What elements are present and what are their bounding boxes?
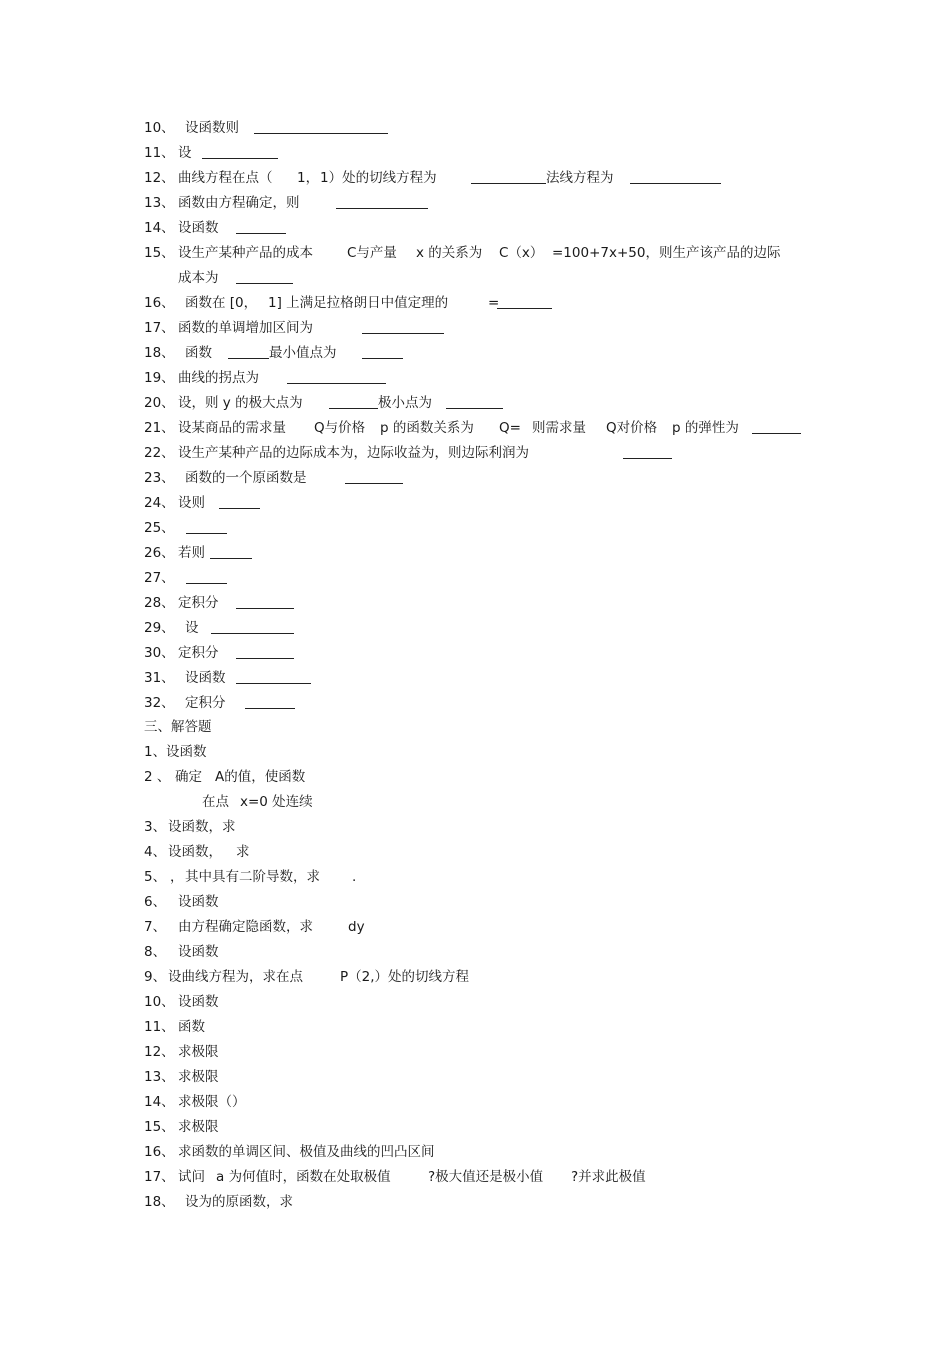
item-text: 设曲线方程为，求在点 bbox=[168, 969, 303, 985]
answer-item-12 bbox=[144, 1042, 219, 1062]
answer-blank bbox=[236, 683, 311, 684]
answer-item-2 bbox=[144, 767, 306, 787]
answer-item-11 bbox=[144, 1017, 205, 1037]
answer-item-6 bbox=[144, 892, 219, 912]
item-number: 18、 bbox=[144, 345, 175, 361]
answer-item-8 bbox=[144, 942, 219, 962]
item-text: 设函数则 bbox=[185, 120, 239, 136]
answer-blank bbox=[336, 208, 428, 209]
item-number: 16、 bbox=[144, 295, 175, 311]
item-text: 定积分 bbox=[178, 645, 219, 661]
fill-in-item-11 bbox=[144, 143, 192, 163]
answer-blank bbox=[497, 308, 552, 309]
item-text: 设函数 bbox=[178, 894, 219, 910]
item-number: 21、 bbox=[144, 420, 175, 436]
item-text: 其中具有二阶导数，求 bbox=[185, 869, 320, 885]
section-title: 三、解答题 bbox=[144, 719, 212, 735]
item-number: 11、 bbox=[144, 1019, 175, 1035]
fill-in-item-30 bbox=[144, 643, 219, 663]
item-text: 求极限（） bbox=[178, 1094, 246, 1110]
answer-item-4 bbox=[144, 842, 250, 862]
item-number: 16、 bbox=[144, 1144, 175, 1160]
item-text: = bbox=[488, 295, 500, 311]
item-text: p 的弹性为 bbox=[672, 420, 739, 436]
item-text: 设生产某种产品的边际成本为，边际收益为，则边际利润为 bbox=[178, 445, 529, 461]
item-number: 23、 bbox=[144, 470, 175, 486]
answer-item-14 bbox=[144, 1092, 246, 1112]
item-text: 若则 bbox=[178, 545, 205, 561]
item-number: 28、 bbox=[144, 595, 175, 611]
item-text: ， bbox=[170, 869, 184, 885]
item-number: 11、 bbox=[144, 145, 175, 161]
item-text: 设为的原函数，求 bbox=[185, 1194, 293, 1210]
fill-in-item-25 bbox=[144, 518, 175, 538]
item-text: Q对价格 bbox=[606, 420, 658, 436]
item-text: 设，则 y 的极大点为 bbox=[178, 395, 303, 411]
item-number: 5、 bbox=[144, 869, 167, 885]
answer-blank bbox=[345, 483, 403, 484]
item-number: 18、 bbox=[144, 1194, 175, 1210]
fill-in-item-14 bbox=[144, 218, 219, 238]
item-text: 法线方程为 bbox=[546, 170, 614, 186]
item-text: 求极限 bbox=[178, 1119, 219, 1135]
item-text: 设函数 bbox=[178, 944, 219, 960]
item-text: 设某商品的需求量 bbox=[178, 420, 286, 436]
item-text: 函数 bbox=[178, 1019, 205, 1035]
fill-in-item-18 bbox=[144, 343, 337, 363]
item-text: 设生产某种产品的成本 bbox=[178, 245, 313, 261]
item-text: 函数在 [0， bbox=[185, 295, 258, 311]
answer-blank bbox=[254, 133, 388, 134]
item-text: 成本为 bbox=[178, 270, 219, 286]
item-text: 在点 bbox=[202, 794, 229, 810]
item-text: 求极限 bbox=[178, 1044, 219, 1060]
item-number: 17、 bbox=[144, 320, 175, 336]
item-text: . bbox=[352, 869, 357, 885]
answer-blank bbox=[236, 283, 293, 284]
item-number: 13、 bbox=[144, 195, 175, 211]
item-number: 22、 bbox=[144, 445, 175, 461]
item-number: 26、 bbox=[144, 545, 175, 561]
item-number: 19、 bbox=[144, 370, 175, 386]
answer-blank bbox=[186, 583, 227, 584]
answer-item-3 bbox=[144, 817, 236, 837]
fill-in-item-23 bbox=[144, 468, 307, 488]
item-text: 曲线方程在点（ bbox=[178, 170, 273, 186]
item-text: 设 bbox=[185, 620, 199, 636]
fill-in-item-31 bbox=[144, 668, 226, 688]
answer-item-16 bbox=[144, 1142, 435, 1162]
item-text: A的值，使函数 bbox=[215, 769, 306, 785]
item-text: 定积分 bbox=[185, 695, 226, 711]
item-text: 函数的单调增加区间为 bbox=[178, 320, 313, 336]
item-text: 确定 bbox=[175, 769, 202, 785]
item-number: 12、 bbox=[144, 1044, 175, 1060]
answer-blank bbox=[362, 333, 444, 334]
item-text: 设函数 bbox=[178, 220, 219, 236]
answer-blank bbox=[329, 408, 378, 409]
item-text: =100+7x+50，则生产该产品的边际 bbox=[552, 245, 781, 261]
item-text: C与产量 bbox=[347, 245, 397, 261]
answer-item-5 bbox=[144, 867, 357, 887]
item-text: 设则 bbox=[178, 495, 205, 511]
answer-blank bbox=[186, 533, 227, 534]
answer-blank bbox=[446, 408, 503, 409]
item-text: 则需求量 bbox=[532, 420, 586, 436]
item-text: 最小值点为 bbox=[269, 345, 337, 361]
item-number: 9、 bbox=[144, 969, 167, 985]
item-text: 由方程确定隐函数，求 bbox=[178, 919, 313, 935]
fill-in-item-17 bbox=[144, 318, 313, 338]
answer-item-10 bbox=[144, 992, 219, 1012]
item-text: C（x） bbox=[499, 245, 544, 261]
answer-blank bbox=[236, 233, 286, 234]
fill-in-item-15 bbox=[144, 243, 781, 263]
answer-blank bbox=[236, 608, 294, 609]
item-text: 求极限 bbox=[178, 1069, 219, 1085]
item-number: 32、 bbox=[144, 695, 175, 711]
item-number: 6、 bbox=[144, 894, 167, 910]
item-text: ?极大值还是极小值 bbox=[428, 1169, 544, 1185]
fill-in-item-12 bbox=[144, 168, 614, 188]
fill-in-item-19 bbox=[144, 368, 259, 388]
item-number: 10、 bbox=[144, 120, 175, 136]
item-number: 25、 bbox=[144, 520, 175, 536]
item-number: 1、 bbox=[144, 744, 167, 760]
item-number: 31、 bbox=[144, 670, 175, 686]
answer-blank bbox=[202, 158, 278, 159]
item-text: 求函数的单调区间、极值及曲线的凹凸区间 bbox=[178, 1144, 435, 1160]
item-text: 定积分 bbox=[178, 595, 219, 611]
item-number: 29、 bbox=[144, 620, 175, 636]
item-number: 3、 bbox=[144, 819, 167, 835]
item-number: 12、 bbox=[144, 170, 175, 186]
answer-item-17 bbox=[144, 1167, 646, 1187]
item-text: x=0 处连续 bbox=[240, 794, 313, 810]
item-text: a 为何值时，函数在处取极值 bbox=[216, 1169, 391, 1185]
answer-blank bbox=[219, 508, 260, 509]
item-text: 设 bbox=[178, 145, 192, 161]
answer-item-13 bbox=[144, 1067, 219, 1087]
item-text: 1] 上满足拉格朗日中值定理的 bbox=[268, 295, 449, 311]
answer-item-18 bbox=[144, 1192, 293, 1212]
item-number: 17、 bbox=[144, 1169, 175, 1185]
fill-in-item-16 bbox=[144, 293, 500, 313]
item-text: Q与价格 bbox=[314, 420, 366, 436]
item-text: 曲线的拐点为 bbox=[178, 370, 259, 386]
answer-item-15 bbox=[144, 1117, 219, 1137]
fill-in-item-29 bbox=[144, 618, 199, 638]
answer-blank bbox=[228, 358, 269, 359]
item-text: ?并求此极值 bbox=[571, 1169, 646, 1185]
fill-in-item-27 bbox=[144, 568, 175, 588]
fill-in-item-32 bbox=[144, 693, 226, 713]
answer-blank bbox=[287, 383, 386, 384]
item-text: 函数的一个原函数是 bbox=[185, 470, 307, 486]
item-number: 14、 bbox=[144, 220, 175, 236]
item-number: 4、 bbox=[144, 844, 167, 860]
item-text: 1）处的切线方程为 bbox=[320, 170, 437, 186]
item-number: 14、 bbox=[144, 1094, 175, 1110]
answer-blank bbox=[623, 458, 672, 459]
fill-in-item-26 bbox=[144, 543, 205, 563]
item-text: 函数由方程确定，则 bbox=[178, 195, 300, 211]
answer-blank bbox=[630, 183, 721, 184]
answer-blank bbox=[236, 658, 294, 659]
fill-in-item-28 bbox=[144, 593, 219, 613]
answer-item-1 bbox=[144, 742, 207, 762]
item-text: 函数 bbox=[185, 345, 212, 361]
fill-in-item-13 bbox=[144, 193, 300, 213]
item-number: 13、 bbox=[144, 1069, 175, 1085]
answer-blank bbox=[210, 558, 252, 559]
item-text: 极小点为 bbox=[378, 395, 432, 411]
item-number: 27、 bbox=[144, 570, 175, 586]
fill-in-item-22 bbox=[144, 443, 529, 463]
item-number: 20、 bbox=[144, 395, 175, 411]
item-number: 7、 bbox=[144, 919, 167, 935]
answer-item-7 bbox=[144, 917, 365, 937]
item-text: 设函数，求 bbox=[168, 819, 236, 835]
item-text: x 的关系为 bbox=[416, 245, 483, 261]
answer-blank bbox=[245, 708, 295, 709]
item-text: 设函数 bbox=[178, 994, 219, 1010]
item-number: 30、 bbox=[144, 645, 175, 661]
item-number: 2 、 bbox=[144, 769, 171, 785]
item-text: 设函数， bbox=[168, 844, 222, 860]
fill-in-item-10 bbox=[144, 118, 239, 138]
answer-blank bbox=[752, 433, 801, 434]
answer-blank bbox=[471, 183, 546, 184]
item-text: 设函数 bbox=[185, 670, 226, 686]
item-number: 8、 bbox=[144, 944, 167, 960]
item-text: p 的函数关系为 bbox=[380, 420, 474, 436]
item-text: dy bbox=[348, 919, 365, 935]
answer-blank bbox=[362, 358, 403, 359]
item-number: 15、 bbox=[144, 1119, 175, 1135]
item-number: 15、 bbox=[144, 245, 175, 261]
answer-item-9 bbox=[144, 967, 470, 987]
fill-in-item-21 bbox=[144, 418, 739, 438]
item-text: 试问 bbox=[178, 1169, 205, 1185]
fill-in-item-20 bbox=[144, 393, 432, 413]
item-text: 求 bbox=[236, 844, 250, 860]
item-text: Q= bbox=[499, 420, 521, 436]
answer-blank bbox=[211, 633, 294, 634]
item-text: 设函数 bbox=[166, 744, 207, 760]
fill-in-item-24 bbox=[144, 493, 205, 513]
item-text: 1， bbox=[297, 170, 320, 186]
item-text: P（2,）处的切线方程 bbox=[340, 969, 470, 985]
item-number: 24、 bbox=[144, 495, 175, 511]
item-number: 10、 bbox=[144, 994, 175, 1010]
